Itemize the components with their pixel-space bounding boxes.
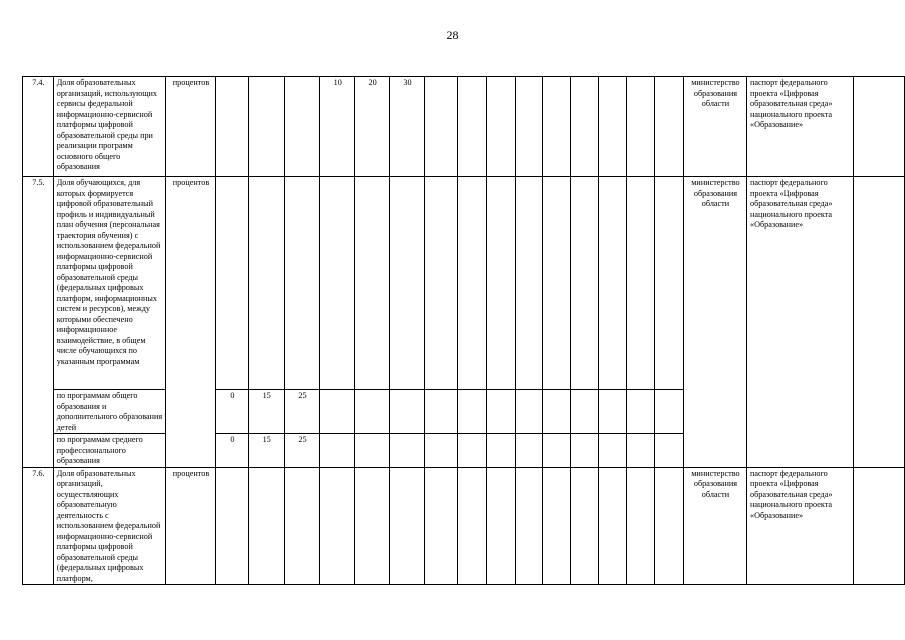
value-cell bbox=[571, 467, 599, 585]
value-cell bbox=[627, 390, 655, 434]
value-cell bbox=[486, 77, 515, 177]
value-cell bbox=[458, 177, 487, 390]
responsible-cell: министерство образования области bbox=[683, 467, 746, 585]
value-cell bbox=[390, 434, 425, 468]
value-cell bbox=[458, 390, 487, 434]
value-cell bbox=[284, 77, 320, 177]
value-cell bbox=[458, 77, 487, 177]
value-cell bbox=[458, 434, 487, 468]
indicators-table bbox=[22, 76, 905, 585]
value-cell bbox=[355, 467, 390, 585]
value-cell bbox=[248, 467, 284, 585]
value-cell: 15 bbox=[248, 390, 284, 434]
unit-cell: процентов bbox=[165, 77, 215, 177]
value-cell bbox=[248, 177, 284, 390]
source-cell: паспорт федерального проекта «Цифровая образовательная среда» национального проекта «Образование» bbox=[747, 467, 854, 585]
value-cell bbox=[571, 390, 599, 434]
unit-cell: процентов bbox=[165, 467, 215, 585]
value-cell bbox=[571, 77, 599, 177]
empty-cell bbox=[853, 77, 904, 177]
value-cell bbox=[284, 177, 320, 390]
table-row bbox=[23, 467, 905, 585]
value-cell bbox=[515, 467, 543, 585]
unit-cell: процентов bbox=[165, 177, 215, 468]
value-cell bbox=[390, 390, 425, 434]
sub-indicator-name: по программам среднего профессионального образования bbox=[53, 434, 165, 468]
value-cell bbox=[216, 467, 249, 585]
value-cell bbox=[515, 434, 543, 468]
value-cell bbox=[355, 390, 390, 434]
value-cell bbox=[571, 434, 599, 468]
value-cell bbox=[486, 177, 515, 390]
row-number: 7.6. bbox=[23, 467, 54, 585]
value-cell bbox=[655, 434, 684, 468]
value-cell: 25 bbox=[284, 434, 320, 468]
value-cell bbox=[515, 390, 543, 434]
value-cell bbox=[320, 434, 355, 468]
value-cell bbox=[627, 467, 655, 585]
value-cell bbox=[390, 467, 425, 585]
value-cell bbox=[390, 177, 425, 390]
value-cell bbox=[486, 434, 515, 468]
value-cell bbox=[248, 77, 284, 177]
value-cell: 20 bbox=[355, 77, 390, 177]
value-cell bbox=[598, 177, 627, 390]
value-cell bbox=[320, 467, 355, 585]
value-cell bbox=[543, 177, 571, 390]
value-cell bbox=[320, 177, 355, 390]
value-cell bbox=[627, 434, 655, 468]
value-cell bbox=[655, 467, 684, 585]
value-cell bbox=[355, 177, 390, 390]
value-cell bbox=[515, 77, 543, 177]
value-cell: 0 bbox=[216, 390, 249, 434]
table-row bbox=[23, 77, 905, 177]
value-cell bbox=[424, 177, 457, 390]
value-cell bbox=[424, 434, 457, 468]
responsible-cell: министерство образования области bbox=[683, 77, 746, 177]
page-number: 28 bbox=[446, 28, 459, 42]
value-cell bbox=[543, 390, 571, 434]
empty-cell bbox=[853, 177, 904, 468]
value-cell bbox=[284, 467, 320, 585]
value-cell bbox=[543, 434, 571, 468]
value-cell bbox=[486, 390, 515, 434]
row-number: 7.4. bbox=[23, 77, 54, 177]
empty-cell bbox=[853, 467, 904, 585]
value-cell bbox=[216, 77, 249, 177]
value-cell bbox=[424, 390, 457, 434]
indicator-name: Доля образовательных организаций, осуществляющих образовательную деятельность с использованием федеральной информационно-сервисной платформы цифровой образовательной среды (федеральных цифровых платформ, bbox=[53, 467, 165, 585]
value-cell bbox=[598, 390, 627, 434]
sub-indicator-name: по программам общего образования и дополнительного образования детей bbox=[53, 390, 165, 434]
responsible-cell: министерство образования области bbox=[683, 177, 746, 468]
value-cell bbox=[598, 467, 627, 585]
source-cell: паспорт федерального проекта «Цифровая образовательная среда» национального проекта «Образование» bbox=[747, 177, 854, 468]
indicator-name: Доля образовательных организаций, использующих сервисы федеральной информационно-сервисной платформы цифровой образовательной среды при реализации программ основного общего образования bbox=[53, 77, 165, 177]
value-cell bbox=[320, 390, 355, 434]
value-cell bbox=[424, 77, 457, 177]
value-cell bbox=[458, 467, 487, 585]
value-cell bbox=[543, 467, 571, 585]
value-cell bbox=[486, 467, 515, 585]
value-cell bbox=[627, 177, 655, 390]
value-cell bbox=[655, 77, 684, 177]
value-cell bbox=[515, 177, 543, 390]
value-cell bbox=[655, 390, 684, 434]
value-cell bbox=[627, 77, 655, 177]
value-cell: 25 bbox=[284, 390, 320, 434]
value-cell bbox=[216, 177, 249, 390]
row-number: 7.5. bbox=[23, 177, 54, 468]
value-cell bbox=[655, 177, 684, 390]
value-cell: 30 bbox=[390, 77, 425, 177]
value-cell bbox=[424, 467, 457, 585]
value-cell: 0 bbox=[216, 434, 249, 468]
value-cell bbox=[355, 434, 390, 468]
source-cell: паспорт федерального проекта «Цифровая образовательная среда» национального проекта «Образование» bbox=[747, 77, 854, 177]
value-cell bbox=[571, 177, 599, 390]
value-cell: 10 bbox=[320, 77, 355, 177]
value-cell bbox=[598, 77, 627, 177]
value-cell bbox=[598, 434, 627, 468]
indicator-name: Доля обучающихся, для которых формируется цифровой образовательный профиль и индивидуальный план обучения (персональная траектория обучения) с использованием федеральной информационно-сервисной платформы цифровой образовательной среды (федеральных цифровых платформ, информационных систем и ресурсов), между которыми обеспечено информационное взаимодействие, в общем числе обучающихся по указанным программам bbox=[53, 177, 165, 390]
table-row bbox=[23, 177, 905, 390]
value-cell bbox=[543, 77, 571, 177]
value-cell: 15 bbox=[248, 434, 284, 468]
